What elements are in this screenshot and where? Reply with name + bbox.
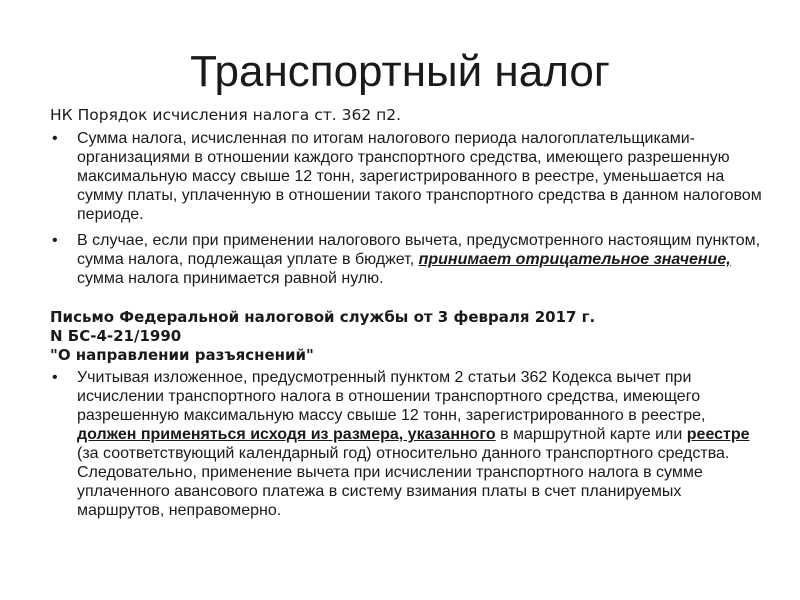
letter-heading-line: N БС-4-21/1990 (50, 327, 182, 345)
bullet-text: (за соответствующий календарный год) относительно данного транспортного средства. Следовательно, применение вычета при исчислении транспортного налога в сумме уплаченного авансового платежа в систему взимания платы в счет планируемых маршрутов, неправомерно. (77, 445, 730, 519)
slide-content (50, 105, 762, 520)
letter-heading-line: "О направлении разъяснений" (50, 346, 314, 364)
letter-heading (50, 308, 762, 365)
bullet-text: Сумма налога, исчисленная по итогам налогового периода налогоплательщиками-организациями в отношении каждого транспортного средства, имеющего разрешенную максимальную массу свыше 12 тонн, зарегистрированного в реестре, уменьшается на сумму платы, уплаченную в отношении такого транспортного средства в данном налоговом периоде. (77, 130, 762, 223)
bullet-item (50, 231, 762, 288)
bullet-marker: • (52, 232, 58, 249)
emphasis-text: реестре (686, 426, 750, 443)
bullet-marker: • (52, 369, 58, 386)
bullet-text: В случае, если при применении налогового вычета, предусмотренного настоящим пунктом, сумма налога, подлежащая уплате в бюджет, (77, 232, 761, 268)
nk-reference: НК Порядок исчисления налога ст. 362 п2. (50, 106, 402, 124)
bullet-text: сумма налога принимается равной нулю. (77, 270, 384, 287)
bullet-text: Учитывая изложенное, предусмотренный пунктом 2 статьи 362 Кодекса вычет при исчислении транспортного налога в отношении транспортного средства, имеющего разрешенную максимальную массу свыше 12 тонн, зарегистрированного в реестре, (77, 369, 706, 424)
slide-title: Транспортный налог (190, 47, 610, 96)
emphasis-text: принимает отрицательное значение, (418, 251, 731, 268)
emphasis-text: должен применяться исходя из размера, указанного (77, 426, 496, 443)
bullet-text: в маршрутной карте или (495, 426, 687, 443)
letter-heading-line: Письмо Федеральной налоговой службы от 3 февраля 2017 г. (50, 308, 596, 326)
bullet-item (50, 129, 762, 224)
bullet-item (50, 368, 762, 520)
bullet-marker: • (52, 130, 58, 147)
